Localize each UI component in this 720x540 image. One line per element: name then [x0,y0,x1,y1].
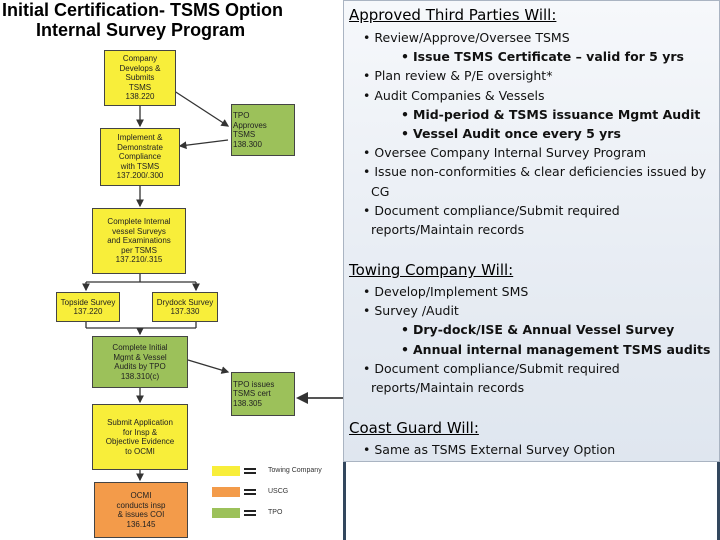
responsibilities-panel [343,0,720,540]
title-line-2: Internal Survey Program [36,20,246,40]
bullet-item [363,86,545,105]
bullet-icon: • [363,284,371,299]
bullet-text: Mid-period & TSMS issuance Mgmt Audit [413,106,701,122]
bullet-text: Vessel Audit once every 5 yrs [413,126,621,141]
bullet-item [363,282,528,301]
tpo-approves-box: TPO Approves TSMS 138.300 [231,104,295,156]
bullet-text: Audit Companies & Vessels [374,87,545,103]
bullet-text: Survey /Audit [374,303,459,319]
bullet-icon: • [401,106,409,122]
bullet-item [371,182,389,201]
bullet-icon: • [363,164,371,180]
bullet-item [363,28,570,47]
panel-bottom-frame [343,462,720,540]
bullet-item [363,162,706,181]
bullet-icon: • [363,202,371,218]
bullet-icon: • [401,49,409,65]
legend-swatch-towing-company [212,466,240,476]
bullet-item [363,66,552,85]
bullet-item [371,378,524,397]
bullet-item [371,220,524,239]
bullet-icon: • [401,126,409,141]
ocmi-box: OCMI conducts insp & issues COI 136.145 [94,482,188,538]
bullet-text: Document compliance/Submit required [374,202,620,218]
company-heading: Towing Company Will: [349,261,514,279]
legend-label-uscg: USCG [268,488,289,495]
submit-application-box: Submit Application for Insp & Objective Evidence to OCMI [92,404,188,470]
bullet-icon: • [363,87,371,103]
bullet-item [363,201,620,220]
bullet-text: reports/Maintain records [371,380,525,395]
bullet-item [363,143,646,162]
bullet-item [401,320,674,339]
bullet-text: Document compliance/Submit required [374,360,620,376]
topside-survey-box: Topside Survey 137.220 [56,292,120,322]
bullet-icon: • [401,341,409,357]
bullet-text: Plan review & P/E oversight* [374,68,553,84]
bullet-item [401,47,684,66]
implement-box: Implement & Demonstrate Compliance with TSMS 137.200/.300 [100,128,180,186]
legend-equals-icon [244,468,256,474]
bullet-text: reports/Maintain records [371,222,525,237]
bullet-text: Issue non-conformities & clear deficiencies issued by [374,164,707,180]
bullet-text: Review/Approve/Oversee TSMS [374,30,570,45]
bullet-text: Issue TSMS Certificate – valid for 5 yrs [413,49,684,65]
complete-initial-box: Complete Initial Mgmt & Vessel Audits by TPO 138.310(c) [92,336,188,388]
bullet-text: Develop/Implement SMS [374,284,529,299]
tpo-heading: Approved Third Parties Will: [349,6,557,24]
legend-equals-icon [244,510,256,516]
bullet-icon: • [363,68,371,84]
legend-equals-icon [244,489,256,495]
bullet-icon: • [363,442,371,457]
bullet-text: Dry-dock/ISE & Annual Vessel Survey [413,322,675,338]
complete-internal-box: Complete Internal vessel Surveys and Examinations per TSMS 137.210/.315 [92,208,186,274]
bullet-icon: • [363,303,371,319]
legend-swatch-tpo [212,508,240,518]
drydock-survey-box: Drydock Survey 137.330 [152,292,218,322]
legend-label-tpo: TPO [268,509,283,516]
bullet-text: Oversee Company Internal Survey Program [374,145,647,161]
bullet-item [401,105,700,124]
bullet-item [363,359,620,378]
bullet-icon: • [363,145,371,161]
bullet-text: Same as TSMS External Survey Option [374,442,616,457]
title-line-1: Initial Certification- TSMS Option [2,0,283,20]
legend-swatch-uscg [212,487,240,497]
bullet-text: CG [371,183,390,199]
bullet-item [363,301,459,320]
bullet-text: Annual internal management TSMS audits [413,341,711,357]
coast-guard-heading: Coast Guard Will: [349,419,479,437]
bullet-item [401,340,710,359]
bullet-icon: • [363,30,371,45]
legend-label-towing-company: Towing Company [268,467,322,474]
bullet-item [401,124,621,143]
bullet-icon: • [363,360,371,376]
bullet-icon: • [401,322,409,338]
company-develops-box: Company Develops & Submits TSMS 138.220 [104,50,176,106]
tpo-issues-box: TPO issues TSMS cert 138.305 [231,372,295,416]
bullet-item [363,440,615,459]
